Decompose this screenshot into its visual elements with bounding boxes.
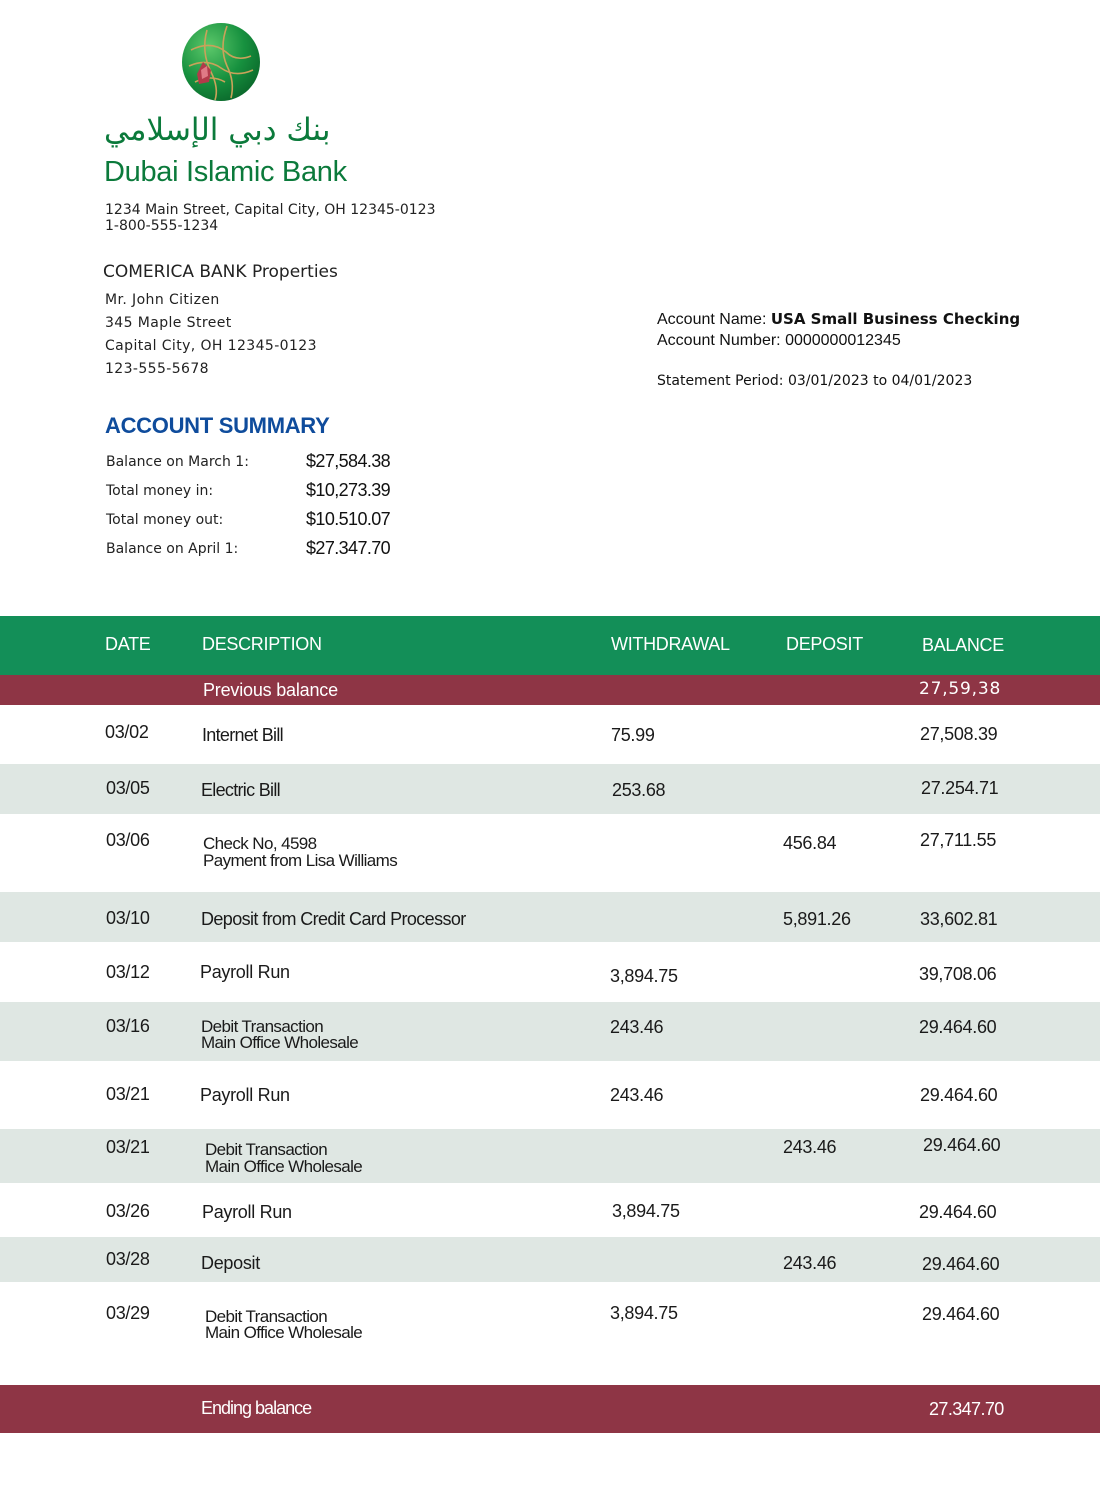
row-description: Check No, 4598	[203, 834, 317, 853]
client-company: COMERICA BANK Properties	[103, 262, 338, 282]
row-balance: 29.464.60	[920, 1085, 998, 1105]
previous-balance-value: 27,59,38	[919, 679, 1002, 699]
transactions-header	[0, 616, 1100, 675]
table-row	[0, 705, 1100, 764]
table-row	[0, 892, 1100, 942]
row-description: Deposit	[201, 1253, 260, 1273]
row-withdrawal: 75.99	[611, 725, 655, 745]
row-withdrawal: 3,894.75	[610, 966, 678, 986]
bank-phone: 1-800-555-1234	[105, 218, 219, 234]
table-row	[0, 1129, 1100, 1183]
column-header-withdrawal: WITHDRAWAL	[611, 634, 730, 654]
row-description: Electric Bill	[201, 780, 280, 800]
previous-balance-row	[0, 675, 1100, 705]
row-withdrawal: 243.46	[610, 1017, 664, 1037]
summary-label: Balance on April 1:	[106, 541, 239, 557]
account-name-label: Account Name:	[657, 311, 767, 328]
summary-value: $27,584.38	[306, 451, 391, 471]
row-description-detail: Payment from Lisa Williams	[203, 851, 398, 870]
row-withdrawal: 253.68	[612, 780, 666, 800]
row-description: Payroll Run	[200, 1085, 290, 1105]
row-description: Payroll Run	[200, 962, 290, 982]
column-header-description: DESCRIPTION	[202, 634, 322, 654]
row-description: Debit Transaction	[201, 1017, 324, 1036]
column-header-date: DATE	[105, 634, 151, 654]
client-address-block	[105, 289, 317, 381]
row-date: 03/16	[106, 1016, 150, 1036]
row-date: 03/12	[106, 962, 150, 982]
row-balance: 27.254.71	[921, 778, 999, 798]
bank-logo-icon	[181, 22, 261, 102]
row-balance: 29.464.60	[919, 1017, 997, 1037]
row-date: 03/21	[106, 1084, 150, 1104]
row-balance: 33,602.81	[920, 909, 998, 929]
bank-address-block	[105, 202, 435, 234]
row-description-detail: Main Office Wholesale	[205, 1157, 363, 1176]
table-row	[0, 1002, 1100, 1061]
column-header-balance: BALANCE	[922, 635, 1004, 655]
bank-address: 1234 Main Street, Capital City, OH 12345-0123	[105, 202, 436, 218]
row-withdrawal: 243.46	[610, 1085, 664, 1105]
previous-balance-label: Previous balance	[203, 680, 338, 700]
bank-name-arabic: بنك دبي الإسلامي	[104, 112, 331, 148]
bank-name: Dubai Islamic Bank	[104, 156, 347, 188]
table-row	[0, 1282, 1100, 1385]
table-row	[0, 1183, 1100, 1237]
row-description: Payroll Run	[202, 1202, 292, 1222]
row-date: 03/21	[106, 1137, 150, 1157]
client-phone: 123-555-5678	[105, 361, 209, 377]
column-header-deposit: DEPOSIT	[786, 634, 863, 654]
summary-value: $27.347.70	[306, 538, 391, 558]
client-name: Mr. John Citizen	[105, 292, 220, 308]
row-date: 03/28	[106, 1249, 150, 1269]
row-date: 03/06	[106, 830, 150, 850]
row-date: 03/05	[106, 778, 150, 798]
row-deposit: 243.46	[783, 1253, 837, 1273]
row-date: 03/10	[106, 908, 150, 928]
row-description: Debit Transaction	[205, 1307, 328, 1326]
row-description: Deposit from Credit Card Processor	[201, 909, 466, 929]
client-city: Capital City, OH 12345-0123	[105, 338, 317, 354]
row-description-detail: Main Office Wholesale	[201, 1033, 359, 1052]
account-number-label: Account Number:	[657, 332, 781, 349]
row-description: Internet Bill	[202, 725, 283, 745]
statement-period: Statement Period: 03/01/2023 to 04/01/2023	[657, 373, 973, 389]
row-withdrawal: 3,894.75	[610, 1303, 678, 1323]
row-balance: 39,708.06	[919, 964, 997, 984]
row-deposit: 243.46	[783, 1137, 837, 1157]
table-row	[0, 764, 1100, 814]
table-row	[0, 1061, 1100, 1129]
summary-title: ACCOUNT SUMMARY	[105, 413, 330, 438]
summary-label: Balance on March 1:	[106, 454, 249, 470]
summary-label: Total money out:	[106, 512, 224, 528]
summary-label: Total money in:	[106, 483, 214, 499]
table-row	[0, 942, 1100, 1002]
row-balance: 27,711.55	[920, 830, 997, 850]
row-balance: 29.464.60	[922, 1304, 1000, 1324]
row-balance: 29.464.60	[919, 1202, 997, 1222]
table-row	[0, 814, 1100, 892]
row-balance: 27,508.39	[920, 724, 998, 744]
client-street: 345 Maple Street	[105, 315, 232, 331]
row-date: 03/02	[105, 722, 149, 742]
row-balance: 29.464.60	[922, 1254, 1000, 1274]
row-deposit: 5,891.26	[783, 909, 851, 929]
summary-row	[106, 536, 406, 565]
summary-value: $10,273.39	[306, 480, 391, 500]
row-description: Debit Transaction	[205, 1140, 328, 1159]
row-withdrawal: 3,894.75	[612, 1201, 680, 1221]
row-description-detail: Main Office Wholesale	[205, 1323, 363, 1342]
account-number-value: 0000000012345	[785, 332, 901, 349]
row-balance: 29.464.60	[923, 1135, 1001, 1155]
ending-balance-label: Ending balance	[201, 1398, 312, 1418]
account-info	[657, 309, 1020, 351]
row-date: 03/26	[106, 1201, 150, 1221]
row-date: 03/29	[106, 1303, 150, 1323]
summary-row	[106, 478, 406, 507]
summary-row	[106, 507, 406, 536]
ending-balance-row	[0, 1385, 1100, 1433]
row-deposit: 456.84	[783, 833, 837, 853]
summary-value: $10.510.07	[306, 509, 391, 529]
summary-row	[106, 449, 406, 478]
table-row	[0, 1237, 1100, 1282]
account-name-value: USA Small Business Checking	[770, 310, 1021, 328]
ending-balance-value: 27.347.70	[929, 1399, 1004, 1419]
